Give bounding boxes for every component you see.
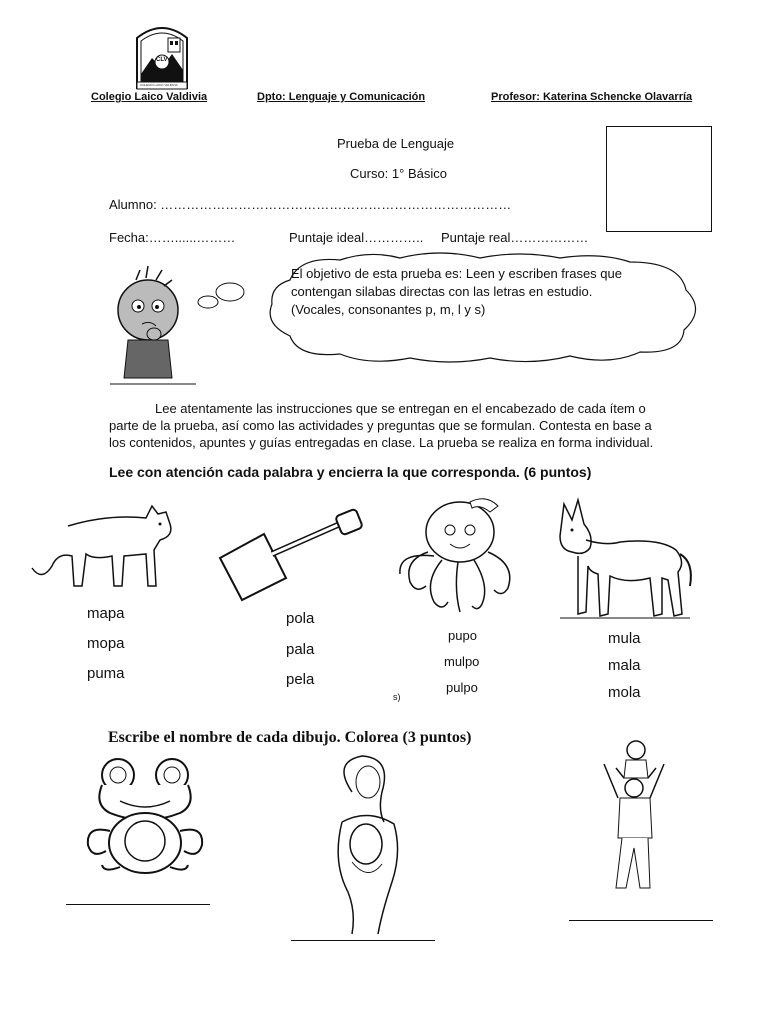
answer-line-3[interactable] [569, 920, 713, 921]
objective-line-3: (Vocales, consonantes p, m, l y s) [291, 302, 486, 317]
objective-line-1: El objetivo de esta prueba es: Leen y escriben frases que [291, 266, 622, 281]
word-option[interactable]: mula [608, 630, 641, 647]
mother-baby-icon [322, 752, 412, 937]
instructions-line-3: los contenidos, apuntes y guías entregadas en clase. La prueba se realiza en forma individual. [109, 435, 654, 450]
word-option[interactable]: pala [286, 641, 315, 658]
score-ideal-field: Puntaje ideal………….. [289, 230, 424, 245]
answer-line-2[interactable] [291, 940, 435, 941]
octopus-icon [394, 490, 524, 620]
puma-icon [28, 496, 178, 596]
instructions-line-2: parte de la prueba, así como las actividades y preguntas que se formulan. Contesta en base a [109, 418, 652, 433]
mule-icon [550, 496, 700, 626]
grade-box [606, 126, 712, 232]
school-logo [134, 24, 190, 92]
stray-mark: s) [393, 692, 401, 702]
section2-heading: Escribe el nombre de cada dibujo. Colorea (3 puntos) [108, 729, 472, 746]
shovel-icon [212, 508, 372, 603]
score-real-field: Puntaje real……………… [441, 230, 589, 245]
instructions-line-1: Lee atentamente las instrucciones que se entregan en el encabezado de cada ítem o [155, 401, 646, 416]
logo-initials: CLV [156, 57, 168, 63]
student-field: Alumno: ……………………………………………………………………… [109, 197, 512, 212]
header-department: Dpto: Lenguaje y Comunicación [257, 91, 426, 103]
header-school: Colegio Laico Valdivia [91, 91, 208, 103]
frog-icon [80, 755, 210, 875]
word-option[interactable]: pola [286, 610, 315, 627]
date-field: Fecha:……......……… [109, 230, 236, 245]
course-label: Curso: 1° Básico [350, 166, 447, 181]
word-option[interactable]: mala [608, 657, 641, 674]
page-title: Prueba de Lenguaje [337, 136, 455, 151]
objective-line-2: contengan silabas directas con las letras en estudio. [291, 284, 593, 299]
word-option[interactable]: puma [87, 665, 125, 682]
children-playing-icon [596, 738, 676, 898]
word-option[interactable]: mapa [87, 605, 125, 622]
word-option[interactable]: mola [608, 684, 641, 701]
word-option[interactable]: pulpo [446, 680, 478, 695]
word-option[interactable]: mulpo [444, 654, 480, 669]
thinking-boy-icon [106, 262, 246, 392]
word-option[interactable]: pupo [448, 628, 477, 643]
section1-heading: Lee con atención cada palabra y encierra la que corresponda. (6 puntos) [109, 464, 592, 480]
answer-line-1[interactable] [66, 904, 210, 905]
logo-ribbon-text: COLEGIO LAICO VALDIVIA [140, 83, 178, 87]
word-option[interactable]: mopa [87, 635, 125, 652]
header-teacher: Profesor: Katerina Schencke Olavarría [491, 91, 693, 103]
word-option[interactable]: pela [286, 671, 315, 688]
